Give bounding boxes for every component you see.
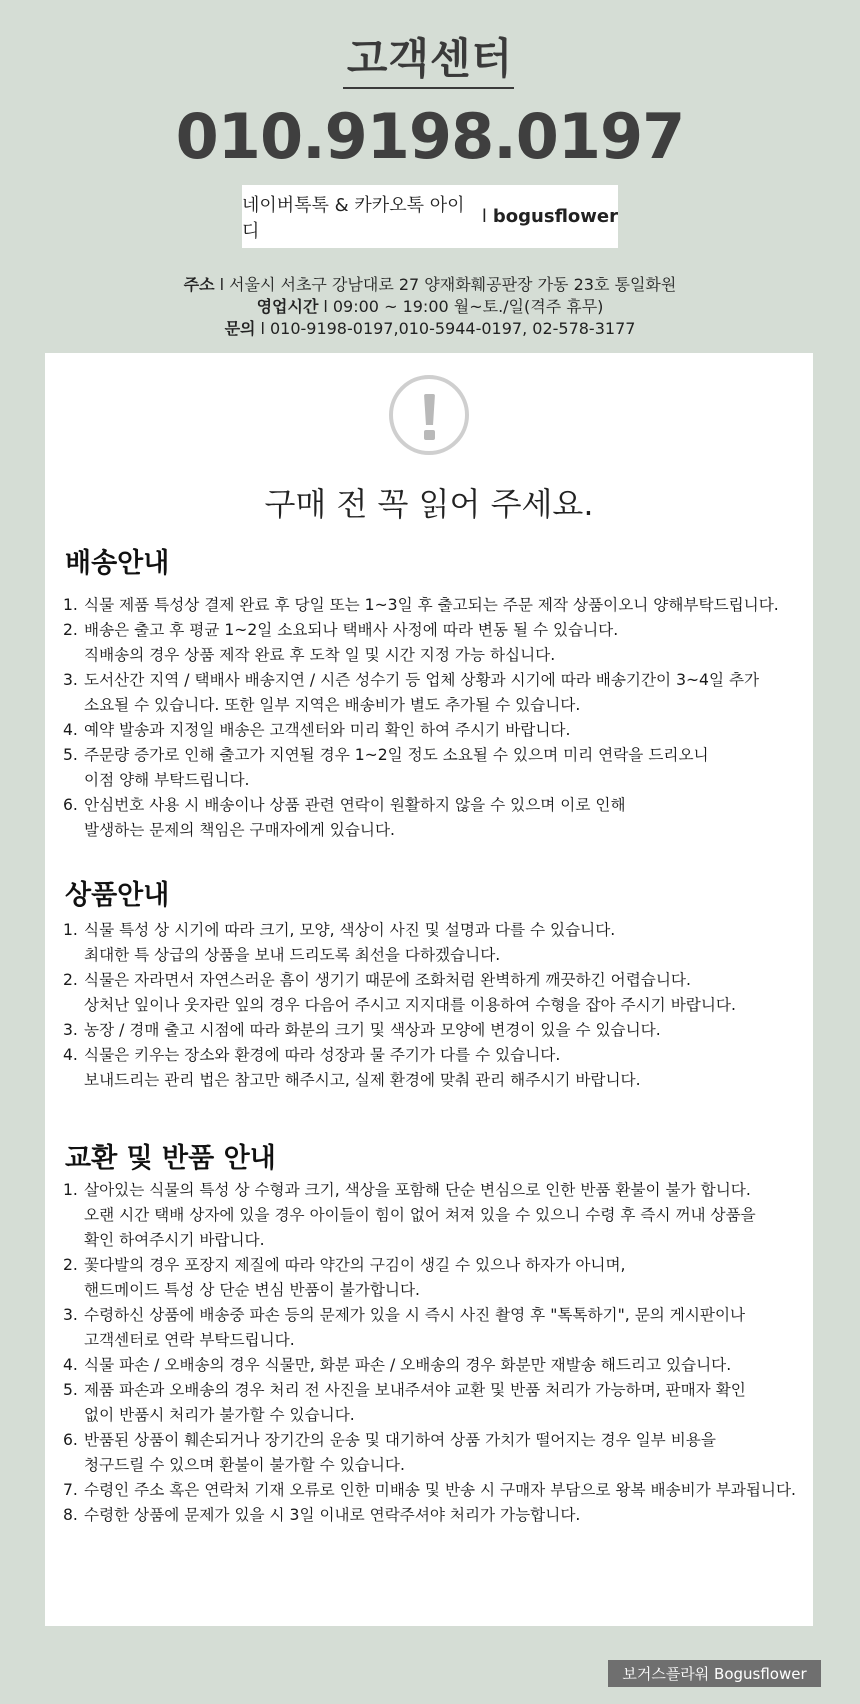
list-item [63,1428,803,1478]
item-number: 3. [63,1306,78,1324]
hours-label: 영업시간 [256,297,319,316]
item-text-cont: 발생하는 문제의 책임은 구매자에게 있습니다. [84,821,395,839]
item-text-cont: 청구드릴 수 있으며 환불이 불가할 수 있습니다. [84,1456,405,1474]
product-list [63,918,803,1093]
item-number: 2. [63,971,78,989]
item-number: 2. [63,621,78,639]
messenger-label: 네이버톡톡 & 카카오톡 아이디 [242,194,465,242]
exclamation-circle-icon [389,375,469,455]
item-text: 안심번호 사용 시 배송이나 상품 관련 연락이 원활하지 않을 수 있으며 이로 인해 [84,796,626,814]
item-text: 꽃다발의 경우 포장지 제질에 따라 약간의 구김이 생길 수 있으나 하자가 아니며, [84,1256,626,1274]
exclamation-bar [424,394,435,425]
item-number: 1. [63,1181,78,1199]
item-text: 배송은 출고 후 평균 1~2일 소요되나 택배사 사정에 따라 변동 될 수 있습니다. [84,621,619,639]
exchange-list [63,1178,803,1528]
item-text: 제품 파손과 오배송의 경우 처리 전 사진을 보내주셔야 교환 및 반품 처리가 가능하며, 판매자 확인 [84,1381,746,1399]
messenger-id: bogusflower [492,206,618,227]
item-number: 6. [63,1431,78,1449]
item-number: 5. [63,746,78,764]
exclamation-dot [424,430,435,440]
messenger-id-box [242,185,618,248]
item-text-cont: 확인 하여주시기 바랍니다. [84,1231,265,1249]
item-text-cont: 직배송의 경우 상품 제작 완료 후 도착 일 및 시간 지정 가능 하십니다. [84,646,556,664]
hours-separator: l [323,297,328,316]
item-text: 식물 특성 상 시기에 따라 크기, 모양, 색상이 사진 및 설명과 다를 수 있습니다. [84,921,616,939]
notice-heading: 구매 전 꼭 읽어 주세요. [264,485,594,523]
hours-value: 09:00 ~ 19:00 월~토./일(격주 휴무) [332,297,604,316]
list-item [63,1178,803,1253]
item-text: 식물 파손 / 오배송의 경우 식물만, 화분 파손 / 오배송의 경우 화분만 재발송 해드리고 있습니다. [84,1356,732,1374]
title-underline [343,87,514,89]
item-text-cont: 오랜 시간 택배 상자에 있을 경우 아이들이 힘이 없어 쳐져 있을 수 있으니 수령 후 즉시 꺼내 상품을 [84,1206,756,1224]
section-title-delivery: 배송안내 [65,548,170,579]
list-item [63,1503,803,1528]
item-text: 농장 / 경매 출고 시점에 따라 화분의 크기 및 색상과 모양에 변경이 있을 수 있습니다. [84,1021,661,1039]
notice-panel [45,353,813,1626]
item-number: 2. [63,1256,78,1274]
page-title: 고객센터 [346,34,514,83]
list-item [63,793,803,843]
item-number: 4. [63,721,78,739]
item-text: 도서산간 지역 / 택배사 배송지연 / 시즌 성수기 등 업체 상황과 시기에 따라 배송기간이 3~4일 추가 [84,671,760,689]
list-item [63,1353,803,1378]
item-number: 6. [63,796,78,814]
list-item [63,1253,803,1303]
address-value: 서울시 서초구 강남대로 27 양재화훼공판장 가동 23호 통일화원 [229,275,677,294]
contact-separator: l [260,319,265,338]
item-text-cont: 상처난 잎이나 웃자란 잎의 경우 다음어 주시고 지지대를 이용하여 수형을 잡아 주시기 바랍니다. [84,996,736,1014]
delivery-list [63,593,803,843]
address-line [0,272,860,295]
item-text-cont: 없이 반품시 처리가 불가할 수 있습니다. [84,1406,355,1424]
item-text: 식물 제품 특성상 결제 완료 후 당일 또는 1~3일 후 출고되는 주문 제작 상품이오니 양해부탁드립니다. [84,596,779,614]
list-item [63,1478,803,1503]
item-text: 수령하신 상품에 배송중 파손 등의 문제가 있을 시 즉시 사진 촬영 후 "톡톡하기", 문의 게시판이나 [84,1306,746,1324]
list-item [63,593,803,618]
contact-line [0,316,860,339]
item-text: 식물은 자라면서 자연스러운 흠이 생기기 때문에 조화처럼 완벽하게 깨끗하긴 어렵습니다. [84,971,691,989]
item-number: 4. [63,1356,78,1374]
item-text: 식물은 키우는 장소와 환경에 따라 성장과 물 주기가 다를 수 있습니다. [84,1046,561,1064]
messenger-separator: l [481,206,487,227]
phone-number: 010.9198.0197 [175,100,685,173]
list-item [63,1018,803,1043]
item-text: 수령한 상품에 문제가 있을 시 3일 이내로 연락주셔야 처리가 가능합니다. [84,1506,581,1524]
item-number: 1. [63,921,78,939]
section-title-product: 상품안내 [65,880,170,911]
list-item [63,743,803,793]
item-number: 5. [63,1381,78,1399]
list-item [63,968,803,1018]
item-number: 8. [63,1506,78,1524]
contact-value: 010-9198-0197,010-5944-0197, 02-578-3177 [269,319,636,338]
brand-badge: 보거스플라워 Bogusflower [608,1660,821,1687]
hours-line [0,294,860,317]
item-number: 3. [63,1021,78,1039]
list-item [63,918,803,968]
item-text: 수령인 주소 혹은 연락처 기재 오류로 인한 미배송 및 반송 시 구매자 부담으로 왕복 배송비가 부과됩니다. [84,1481,796,1499]
address-label: 주소 [183,275,215,294]
section-title-exchange: 교환 및 반품 안내 [65,1143,276,1174]
item-text: 주문량 증가로 인해 출고가 지연될 경우 1~2일 정도 소요될 수 있으며 미리 연락을 드리오니 [84,746,709,764]
list-item [63,618,803,668]
item-number: 4. [63,1046,78,1064]
list-item [63,718,803,743]
item-text: 예약 발송과 지정일 배송은 고객센터와 미리 확인 하여 주시기 바랍니다. [84,721,571,739]
item-text-cont: 최대한 특 상급의 상품을 보내 드리도록 최선을 다하겠습니다. [84,946,501,964]
item-text-cont: 소요될 수 있습니다. 또한 일부 지역은 배송비가 별도 추가될 수 있습니다. [84,696,581,714]
list-item [63,1378,803,1428]
list-item [63,1303,803,1353]
item-number: 3. [63,671,78,689]
item-text: 반품된 상품이 훼손되거나 장기간의 운송 및 대기하여 상품 가치가 떨어지는 경우 일부 비용을 [84,1431,716,1449]
item-number: 7. [63,1481,78,1499]
list-item [63,1043,803,1093]
list-item [63,668,803,718]
item-text-cont: 고객센터로 연락 부탁드립니다. [84,1331,295,1349]
item-number: 1. [63,596,78,614]
item-text-cont: 보내드리는 관리 법은 참고만 해주시고, 실제 환경에 맞춰 관리 해주시기 바랍니다. [84,1071,641,1089]
address-separator: l [219,275,225,294]
contact-label: 문의 [224,319,256,338]
item-text: 살아있는 식물의 특성 상 수형과 크기, 색상을 포함해 단순 변심으로 인한 반품 환불이 불가 합니다. [84,1181,751,1199]
item-text-cont: 핸드메이드 특성 상 단순 변심 반품이 불가합니다. [84,1281,420,1299]
item-text-cont: 이점 양해 부탁드립니다. [84,771,250,789]
